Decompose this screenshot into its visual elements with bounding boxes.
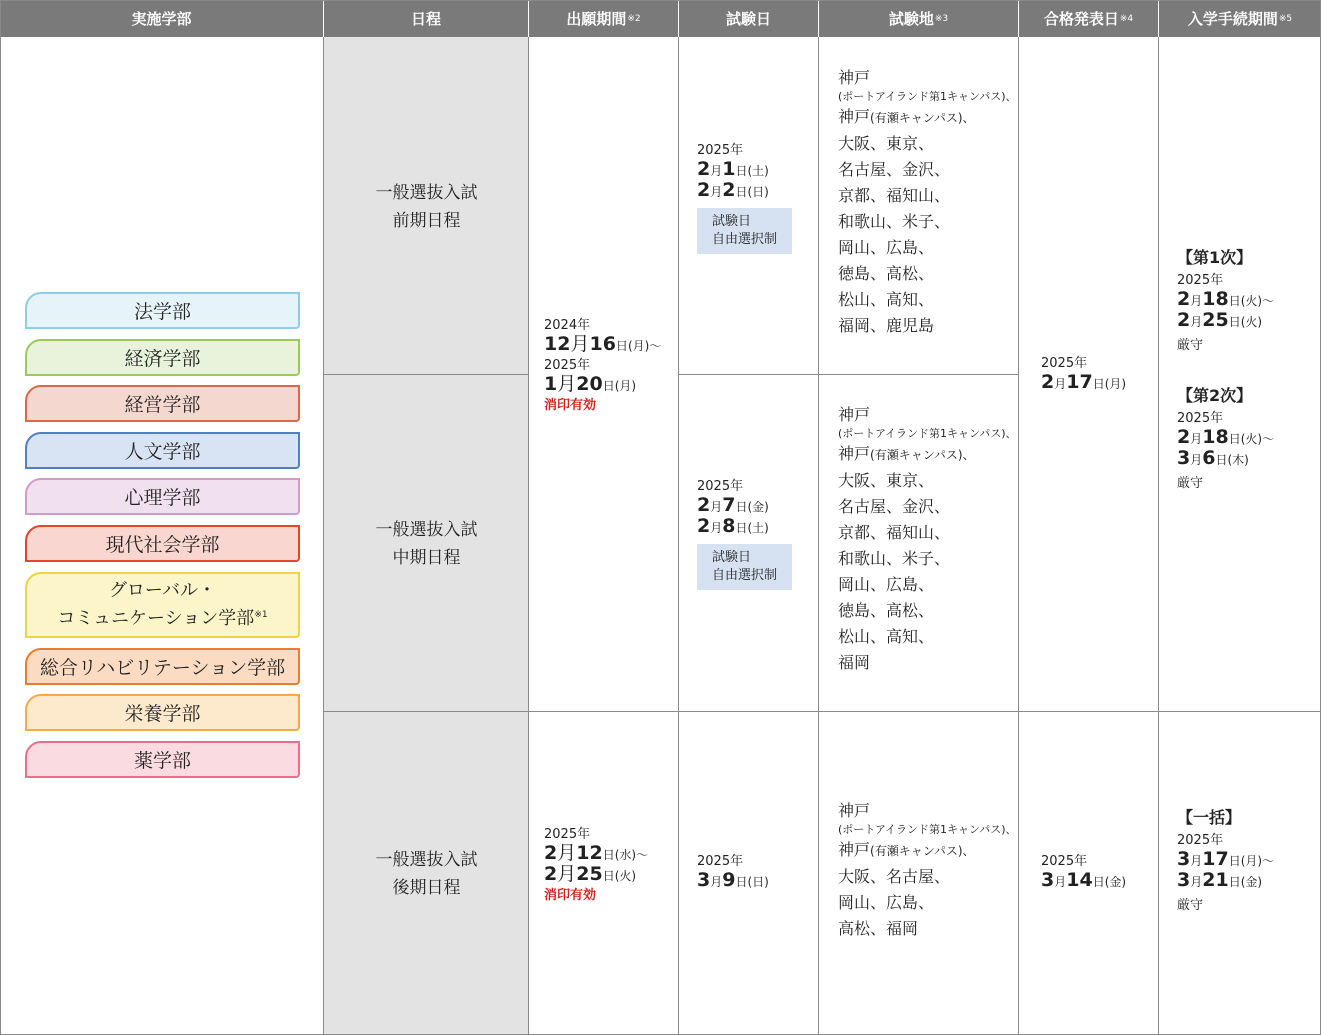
header-result: 合格発表日 ※4 bbox=[1019, 0, 1159, 37]
venue-early: 神戸 (ポートアイランド第1キャンパス)、 神戸(有瀬キャンパス)、 大阪、東京、 名古屋、金沢、 京都、福知山、 和歌山、米子、 岡山、広島、 徳島、高松、 松山、高知、 福岡、鹿児島 bbox=[838, 65, 1017, 339]
header-enroll: 入学手続期間 ※5 bbox=[1159, 0, 1321, 37]
department-label: 薬学部 bbox=[133, 750, 191, 772]
venue-line: 高松、福岡 bbox=[838, 919, 919, 938]
application-late: 2025年 2月12日(水)～ 2月25日(火) 消印有効 bbox=[544, 827, 649, 903]
department-tag bbox=[25, 339, 300, 376]
header-application: 出願期間 ※2 bbox=[529, 0, 679, 37]
grid-line bbox=[1158, 37, 1159, 1035]
grid-line bbox=[1018, 37, 1019, 1035]
venue-line: 徳島、高松、 bbox=[838, 601, 935, 620]
venue-line: 松山、高知、 bbox=[838, 627, 935, 646]
department-label: 経済学部 bbox=[124, 348, 201, 370]
venue-middle-list bbox=[838, 468, 1017, 676]
venue-middle: 神戸 (ポートアイランド第1キャンパス)、 神戸(有瀬キャンパス)、 大阪、東京、 名古屋、金沢、 京都、福知山、 和歌山、米子、 岡山、広島、 徳島、高松、 松山、高知、 福岡 bbox=[838, 402, 1017, 676]
department-tag bbox=[25, 292, 300, 329]
exam-date-middle: 2025年 2月7日(金) 2月8日(土) 試験日 自由選択制 bbox=[697, 477, 792, 590]
venue-line: 京都、福知山、 bbox=[838, 523, 951, 542]
free-choice-badge: 試験日 自由選択制 bbox=[697, 208, 792, 254]
venue-line: 福岡、鹿児島 bbox=[838, 316, 935, 335]
department-tag bbox=[25, 694, 300, 731]
department-tag bbox=[25, 648, 300, 685]
grid-line bbox=[324, 711, 1321, 712]
schedule-late: 一般選抜入試 後期日程 bbox=[375, 850, 478, 898]
department-label: 現代社会学部 bbox=[105, 534, 220, 556]
header-dept: 実施学部 bbox=[0, 0, 324, 37]
venue-late-list bbox=[838, 864, 1017, 942]
venue-line: 徳島、高松、 bbox=[838, 264, 935, 283]
department-tag bbox=[25, 525, 300, 562]
exam-date-late: 2025年 3月9日(日) bbox=[697, 854, 769, 891]
department-label: 栄養学部 bbox=[124, 703, 201, 725]
venue-line: 大阪、東京、 bbox=[838, 471, 935, 490]
enroll-first: 【第1次】 2025年 2月18日(火)～ 2月25日(火) 厳守 bbox=[1177, 248, 1275, 353]
header-schedule: 日程 bbox=[324, 0, 529, 37]
department-tag bbox=[25, 572, 300, 638]
department-tag bbox=[25, 432, 300, 469]
department-label-2 bbox=[57, 603, 267, 631]
result-early-mid: 2025年 2月17日(月) bbox=[1041, 356, 1127, 393]
venue-line: 福岡 bbox=[838, 653, 871, 672]
venue-line: 岡山、広島、 bbox=[838, 575, 935, 594]
grid-line bbox=[324, 374, 529, 375]
schedule-early: 一般選抜入試 前期日程 bbox=[375, 183, 478, 231]
venue-line: 和歌山、米子、 bbox=[838, 212, 951, 231]
department-label: グローバル・ bbox=[108, 580, 217, 601]
venue-line: 大阪、東京、 bbox=[838, 134, 935, 153]
venue-line: 大阪、名古屋、 bbox=[838, 867, 951, 886]
header-venue: 試験地 ※3 bbox=[819, 0, 1019, 37]
venue-line: 和歌山、米子、 bbox=[838, 549, 951, 568]
result-late: 2025年 3月14日(金) bbox=[1041, 854, 1127, 891]
enroll-lump: 【一括】 2025年 3月17日(月)～ 3月21日(金) 厳守 bbox=[1177, 808, 1275, 913]
free-choice-badge: 試験日 自由選択制 bbox=[697, 544, 792, 590]
grid-line bbox=[678, 37, 679, 1035]
venue-line: 岡山、広島、 bbox=[838, 238, 935, 257]
header-exam-date: 試験日 bbox=[679, 0, 819, 37]
venue-line: 岡山、広島、 bbox=[838, 893, 935, 912]
department-label: 法学部 bbox=[133, 301, 191, 323]
venue-late: 神戸 (ポートアイランド第1キャンパス)、 神戸(有瀬キャンパス)、 大阪、名古屋、 岡山、広島、 高松、福岡 bbox=[838, 798, 1017, 942]
department-label: 心理学部 bbox=[124, 487, 201, 509]
enroll-second: 【第2次】 2025年 2月18日(火)～ 3月6日(木) 厳守 bbox=[1177, 386, 1275, 491]
venue-line: 名古屋、金沢、 bbox=[838, 497, 951, 516]
department-tag bbox=[25, 478, 300, 515]
department-tag bbox=[25, 741, 300, 778]
grid-line bbox=[679, 374, 1019, 375]
department-tag bbox=[25, 385, 300, 422]
department-label: 総合リハビリテーション学部 bbox=[39, 657, 286, 679]
exam-date-early: 2025年 2月1日(土) 2月2日(日) 試験日 自由選択制 bbox=[697, 141, 792, 254]
department-label-text: コミュニケーション学部 bbox=[57, 608, 255, 629]
grid-line bbox=[818, 37, 819, 1035]
application-early-mid: 2024年 12月16日(月)～ 2025年 1月20日(月) 消印有効 bbox=[544, 318, 662, 413]
venue-line: 京都、福知山、 bbox=[838, 186, 951, 205]
department-label: 人文学部 bbox=[124, 441, 201, 463]
venue-early-list bbox=[838, 131, 1017, 339]
venue-line: 松山、高知、 bbox=[838, 290, 935, 309]
department-note: ※1 bbox=[254, 610, 268, 620]
venue-line: 名古屋、金沢、 bbox=[838, 160, 951, 179]
department-label: 経営学部 bbox=[124, 394, 201, 416]
schedule-middle: 一般選抜入試 中期日程 bbox=[375, 520, 478, 568]
